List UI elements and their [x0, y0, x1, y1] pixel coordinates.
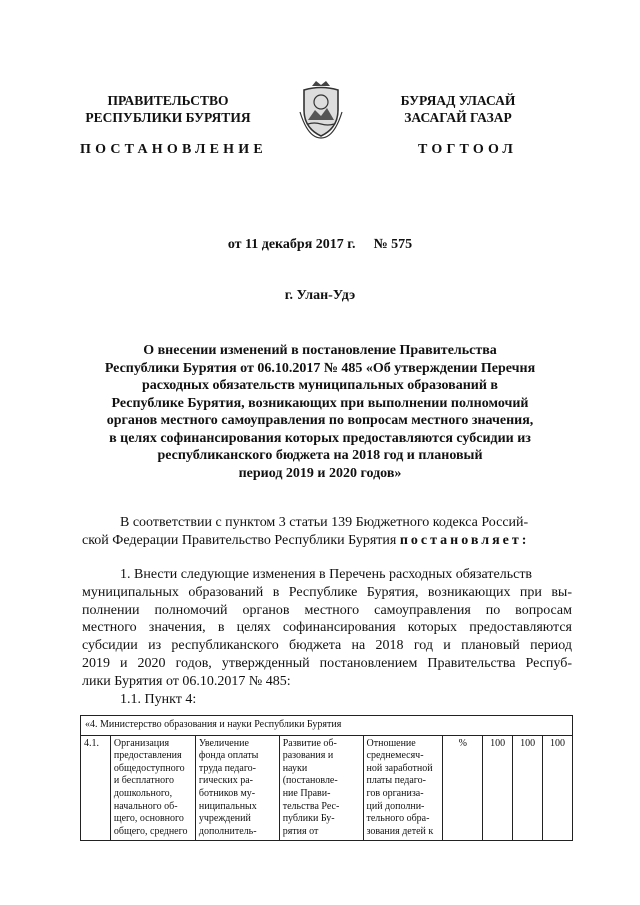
cell-line: зования детей к [366, 825, 434, 837]
doc-type-right: ТОГТООЛ [418, 142, 518, 157]
crest-crown-icon [312, 81, 330, 86]
title-line: период 2019 и 2020 годов» [238, 465, 402, 481]
cell-line: дошкольного, [113, 787, 173, 799]
doc-type-left: ПОСТАНОВЛЕНИЕ [80, 142, 267, 157]
cell-line: среднемесяч- [366, 750, 424, 762]
paragraph-line: местного значения, в целях софинансирования которых предоставляются [82, 620, 572, 636]
cell-line: платы педаго- [366, 775, 426, 787]
cell-line: труда педаго- [198, 762, 256, 774]
cell-line: тельства Рес- [282, 800, 340, 812]
cell-line: общего, среднего [113, 825, 188, 837]
title-line: республиканского бюджета на 2018 год и плановый [157, 448, 483, 463]
cell-line: общедоступного [113, 762, 185, 774]
cell-line: разования и [282, 750, 334, 762]
document-title [70, 342, 570, 482]
cell-unit: % [443, 735, 483, 841]
paragraph-line: 1. Внести следующие изменения в Перечень расходных обязательств [120, 567, 533, 582]
header-left [78, 92, 258, 126]
item-label: 1.1. Пункт 4: [120, 691, 197, 707]
title-line: органов местного самоуправления по вопросам местного значения, [106, 413, 534, 428]
cell-line: тельного обра- [366, 813, 430, 825]
header-left-line-2: РЕСПУБЛИКИ БУРЯТИЯ [85, 110, 251, 125]
obligations-table [80, 715, 573, 841]
table-section-title: «4. Министерство образования и науки Республики Бурятия [81, 716, 573, 736]
title-line: Республики Бурятия от 06.10.2017 № 485 «Об утверждении Перечня [104, 360, 536, 376]
cell-value-2019: 100 [513, 735, 543, 841]
date-number-line [0, 237, 640, 253]
cell-line: ботников му- [198, 787, 256, 799]
paragraph-line: 2019 и 2020 годов, утвержденный постановлением Правительства Респуб- [82, 655, 572, 671]
cell-line: учреждений [198, 813, 251, 825]
cell-line: предоставления [113, 750, 182, 762]
cell-line: ций дополни- [366, 800, 425, 812]
cell-line: науки [282, 762, 308, 774]
document-number: № 575 [373, 237, 413, 252]
cell-line: ной заработной [366, 762, 433, 774]
cell-line: и бесплатного [113, 775, 174, 787]
document-date: от 11 декабря 2017 г. [227, 237, 356, 252]
cell-purpose [195, 735, 279, 841]
coat-of-arms-icon [296, 80, 346, 140]
cell-line: Отношение [366, 737, 416, 749]
title-line: в целях софинансирования которых предоставляются субсидии из [109, 430, 531, 446]
preamble-text: ской Федерации Правительство Республики Бурятия [82, 532, 397, 548]
paragraph-line: лики Бурятия от 06.10.2017 № 485: [82, 673, 291, 689]
cell-obligation [110, 735, 195, 841]
cell-program [279, 735, 363, 841]
cell-line: (постановле- [282, 775, 338, 787]
cell-line: Организация [113, 737, 170, 749]
paragraph-line: муниципальных образований в Республике Бурятия, возникающих при вы- [82, 584, 572, 600]
paragraph-line [82, 532, 572, 550]
cell-line: публики Бу- [282, 813, 335, 825]
header-left-line-1: ПРАВИТЕЛЬСТВО [107, 93, 229, 108]
row-number: 4.1. [81, 735, 111, 841]
cell-line: дополнитель- [198, 825, 257, 837]
decree-word: постановляет: [399, 532, 530, 548]
cell-value-2018: 100 [483, 735, 513, 841]
cell-line: гов организа- [366, 787, 424, 799]
table-header-row [81, 716, 573, 736]
title-line: Республике Бурятия, возникающих при выполнении полномочий [111, 395, 529, 411]
title-line: расходных обязательств муниципальных образований в [142, 378, 498, 393]
cell-line: щего, основного [113, 813, 184, 825]
header-right-line-2: ЗАСАГАЙ ГАЗАР [404, 110, 512, 125]
city: г. Улан-Удэ [284, 288, 356, 303]
title-line: О внесении изменений в постановление Правительства [143, 343, 497, 358]
cell-line: фонда оплаты [198, 750, 259, 762]
paragraph-item-1 [82, 566, 572, 708]
cell-value-2020: 100 [543, 735, 573, 841]
header-right-line-1: БУРЯАД УЛАСАЙ [400, 93, 516, 108]
cell-line: ниципальных [198, 800, 257, 812]
paragraph-line: В соответствии с пунктом 3 статьи 139 Бюджетного кодекса Россий- [120, 515, 529, 530]
cell-line: гических ра- [198, 775, 253, 787]
cell-indicator [363, 735, 443, 841]
cell-line: ние Прави- [282, 787, 331, 799]
paragraph-preamble [82, 514, 572, 550]
header-right [388, 92, 528, 126]
paragraph-line: полнении полномочий органов местного самоуправления по вопросам [82, 602, 572, 618]
cell-line: начального об- [113, 800, 178, 812]
paragraph-line: субсидии из республиканского бюджета на 2018 год и плановый период [82, 638, 572, 654]
cell-line: Увеличение [198, 737, 249, 749]
cell-line: рятия от [282, 825, 319, 837]
cell-line: Развитие об- [282, 737, 337, 749]
table-row [81, 735, 573, 841]
